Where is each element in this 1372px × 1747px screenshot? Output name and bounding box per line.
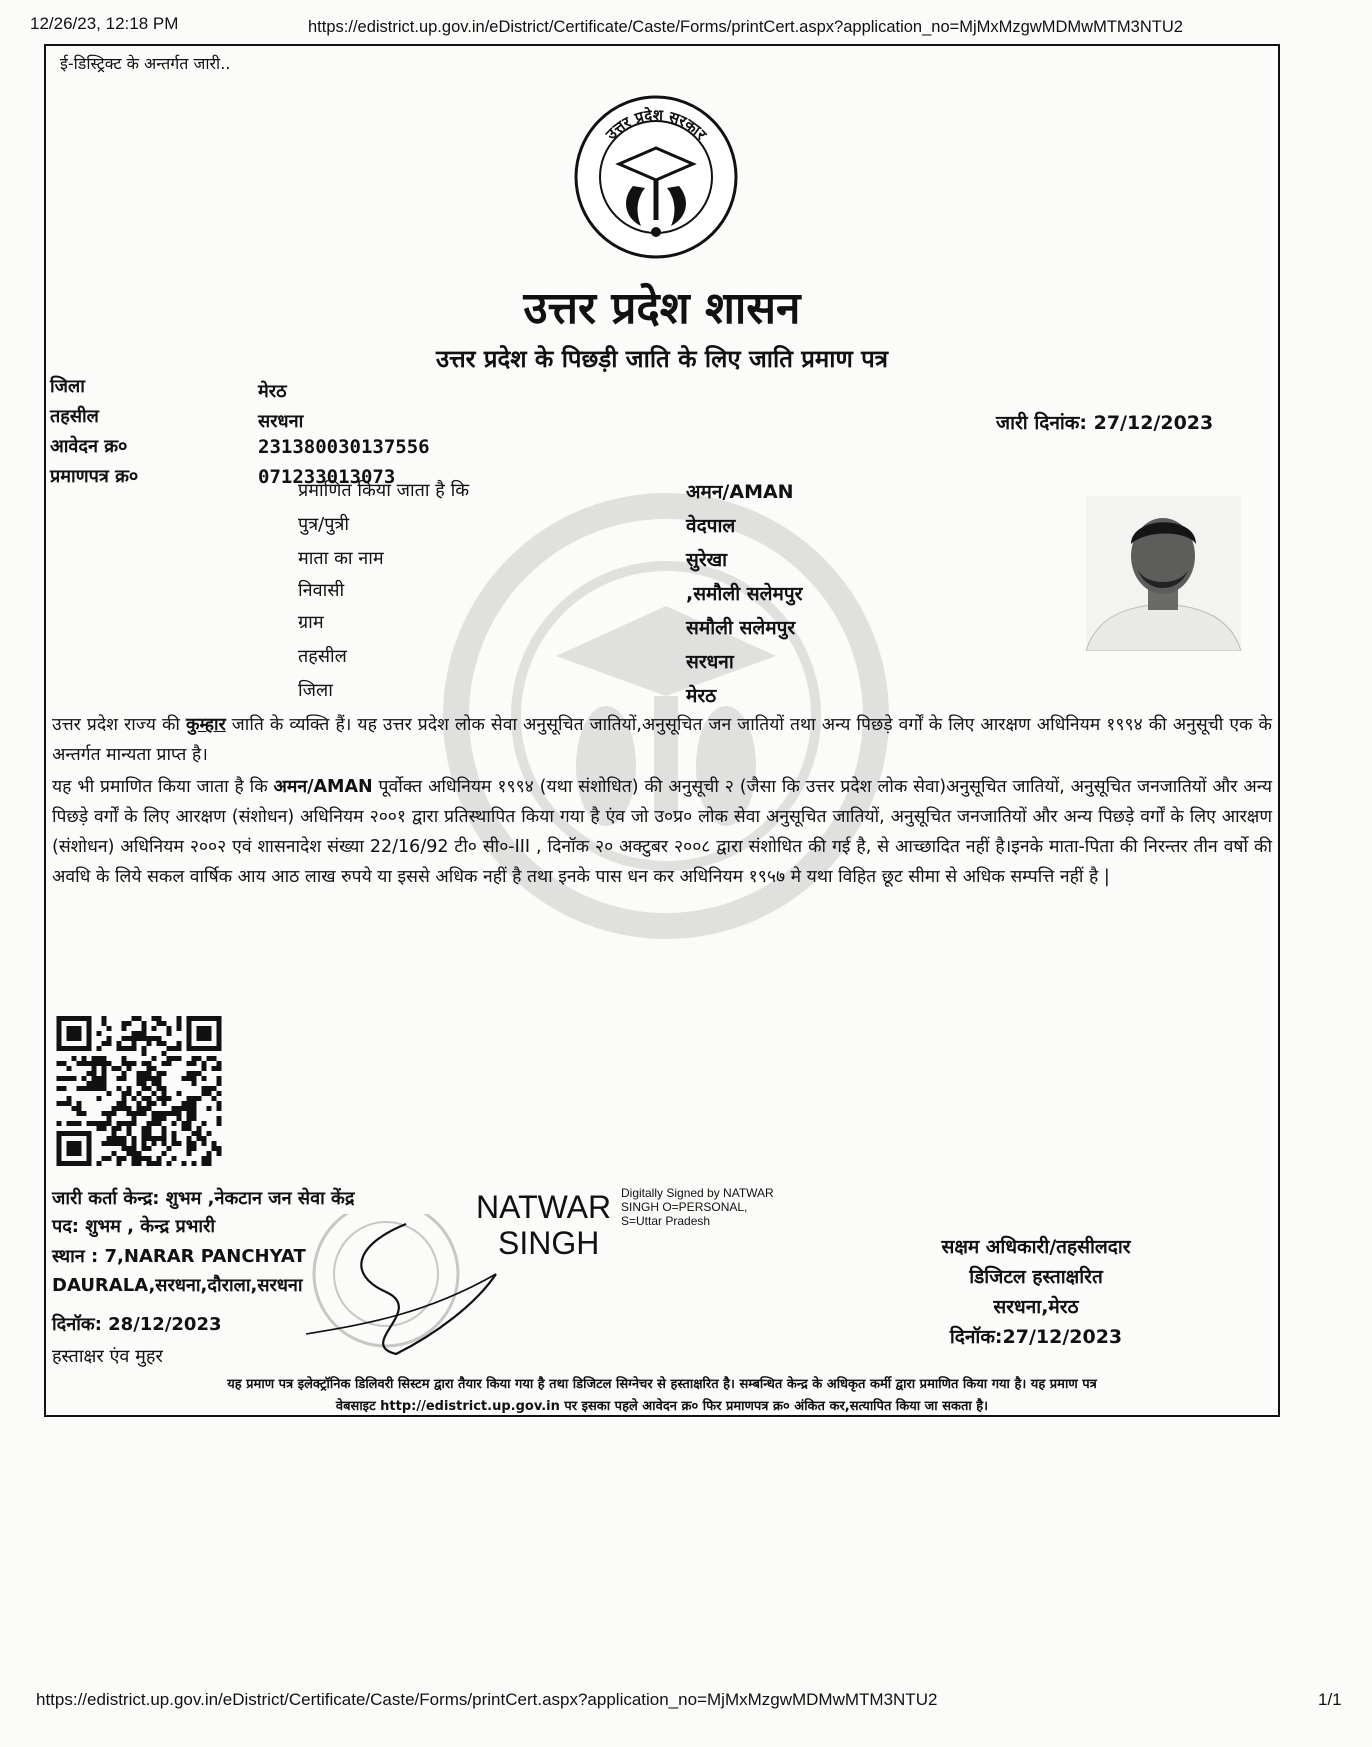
district-label: जिला [50,376,85,397]
detail-label-1: पुत्र/पुत्री [298,514,350,535]
tehsil-label: तहसील [50,406,99,427]
detail-value-5: सरधना [686,651,734,673]
print-datetime: 12/26/23, 12:18 PM [30,14,179,33]
caste-name: कुम्हार [186,715,226,735]
detail-value-0: अमन/AMAN [686,481,794,503]
certificate-no-label: प्रमाणपत्र क्र० [50,466,139,487]
emblem-text: उत्तर प्रदेश सरकार [602,105,711,144]
detail-label-5: तहसील [298,646,347,667]
signer-name-line1: NATWAR [476,1189,612,1225]
issuer-place: स्थान : 7,NARAR PANCHYAT DAURALA,सरधना,दौराला,सरधना [52,1246,306,1296]
detail-label-3: निवासी [298,580,345,601]
certificate-title: उत्तर प्रदेश शासन [523,283,801,334]
digital-signer-name [476,1189,611,1261]
caste-para-suffix: जाति के व्यक्ति हैं। यह उत्तर प्रदेश लोक सेवा अनुसूचित जातियों,अनुसूचित जन जातियों तथा अन्य पिछड़े वर्गों के लिए आरक्षण अधिनियम १९९४ की अनुसूची एक के अन्तर्गत मान्यता प्राप्त है। [52,715,1272,765]
up-emblem-icon [571,92,741,262]
certificate-no-value: 071233013073 [258,466,396,488]
detail-value-3: ,समौली सलेमपुर [686,583,803,605]
print-url: https://edistrict.up.gov.in/eDistrict/Certificate/Caste/Forms/printCert.aspx?application_no=MjMxMzgwMDMwMTM3NTU2 [308,18,1183,36]
verification-footnote [46,1374,1278,1417]
tehsil-value: सरधना [258,411,304,432]
officer-title: सक्षम अधिकारी/तहसीलदार [941,1236,1131,1258]
digital-signature-details [621,1186,774,1228]
officer-signed: डिजिटल हस्ताक्षरित [969,1266,1103,1288]
caste-paragraph [52,710,1272,770]
dsig-line2: SINGH O=PERSONAL, [621,1200,748,1214]
detail-label-4: ग्राम [298,612,324,633]
district-value: मेरठ [258,381,287,402]
footnote-line2: वेबसाइट http://edistrict.up.gov.in पर इसका पहले आवेदन क्र० फिर प्रमाणपत्र क्र० अंकित कर,सत्यापित किया जा सकता है। [335,1399,989,1414]
print-page-number: 1/1 [1318,1690,1342,1709]
dsig-line1: Digitally Signed by NATWAR [621,1186,774,1200]
issued-under-note: ई-डिस्ट्रिक्ट के अन्तर्गत जारी.. [60,54,231,73]
income-para-name: अमन/AMAN [273,777,373,797]
income-paragraph [52,772,1272,892]
detail-value-6: मेरठ [686,685,717,707]
dsig-line3: S=Uttar Pradesh [621,1214,711,1228]
issuer-post: पद: शुभम , केन्द्र प्रभारी [52,1216,216,1237]
detail-label-0: प्रमाणित किया जाता है कि [298,480,470,501]
applicant-photo [1086,496,1241,651]
caste-para-prefix: उत्तर प्रदेश राज्य की [52,715,187,735]
income-para-prefix: यह भी प्रमाणित किया जाता है कि [52,777,274,797]
detail-value-1: वेदपाल [686,515,736,537]
footnote-line1: यह प्रमाण पत्र इलेक्ट्रॉनिक डिलिवरी सिस्टम द्वारा तैयार किया गया है तथा डिजिटल सिग्नेचर से हस्ताक्षरित है। सम्बन्धित केन्द्र के अधिकृत कर्मी द्वारा प्रमाणित किया गया है। यह प्रमाण पत्र [227,1377,1097,1392]
issuer-center: जारी कर्ता केन्द्र: शुभम ,नेकटान जन सेवा केंद्र [52,1188,355,1209]
sign-seal-label: हस्ताक्षर एंव मुहर [52,1346,163,1367]
issue-date: जारी दिनांक: 27/12/2023 [996,412,1214,434]
certificate-subtitle: उत्तर प्रदेश के पिछड़ी जाति के लिए जाति प्रमाण पत्र [435,345,889,373]
certificate [44,44,1280,1417]
detail-value-4: समौली सलेमपुर [686,617,796,639]
qr-code [56,1016,222,1166]
signer-name-line2: SINGH [498,1225,600,1261]
officer-place: सरधना,मेरठ [993,1296,1079,1318]
application-no-value: 231380030137556 [258,436,430,458]
issuer-date: दिनॉक: 28/12/2023 [52,1314,222,1335]
officer-date: दिनॉक:27/12/2023 [949,1326,1123,1348]
print-footer-url: https://edistrict.up.gov.in/eDistrict/Certificate/Caste/Forms/printCert.aspx?application_no=MjMxMzgwMDMwMTM3NTU2 [36,1690,938,1709]
detail-label-2: माता का नाम [298,548,384,569]
income-para-suffix: पूर्वोक्त अधिनियम १९९४ (यथा संशोधित) की अनुसूची २ (जैसा कि उत्तर प्रदेश लोक सेवा)अनुसूचित जातियों, अनुसूचित जनजातियों और अन्य पिछड़े वर्गों के लिए आरक्षण (संशोधन) अधिनियम २००१ द्वारा प्रतिस्थापित किया गया है एंव जो उ०प्र० लोक सेवा अनुसूचित जातियों, अनुसूचित जनजातियों और अन्य पिछड़े वर्गों के लिए आरक्षण (संशोधन) अधिनियम २००२ एवं शासनादेश संख्या 22/16/92 टी० सी०-III , दिनॉक २० अक्टुबर २००८ द्वारा संशोधित की गई है, से आच्छादित नहीं है।इनके माता-पिता की निरन्तर तीन वर्षो की अवधि के लिये सकल वार्षिक आय आठ लाख रुपये या इससे अधिक नहीं है तथा इनके पास धन कर अधिनियम १९५७ मे यथा विहित छूट सीमा से अधिक सम्पत्ति नहीं है | [52,777,1273,887]
detail-label-6: जिला [298,680,333,701]
detail-value-2: सुरेखा [686,549,728,571]
application-no-label: आवेदन क्र० [50,436,128,457]
